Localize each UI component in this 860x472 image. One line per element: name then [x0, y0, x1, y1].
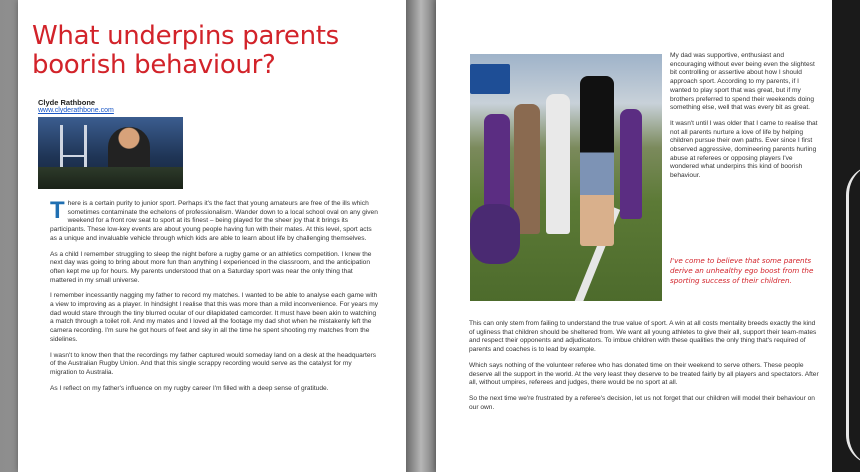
right-bottom-text	[469, 320, 821, 419]
body-paragraph: My dad was supportive, enthusiast and encouraging without ever being even the slightest bit controlling or assertive about how I should approach sport. According to my parents, if I wanted to play sport that was great, but if my brothers preferred to spend their weekends doing something else, well that was every bit as great.	[670, 52, 815, 112]
author-photo	[38, 117, 183, 189]
left-column-text	[50, 197, 380, 400]
player-figure	[620, 109, 642, 219]
article-title: What underpins parents boorish behaviour?	[32, 21, 339, 80]
page-curl-icon	[846, 165, 860, 465]
next-page-edge[interactable]	[832, 0, 860, 472]
body-paragraph: It wasn't until I was older that I came to realise that not all parents nurture a love of life by helping children pursue their own paths. Ever since I first observed aggressive, domineering parents hurling abuse at referees or opposing players I've wondered what underpins this kind of boorish behaviour.	[670, 119, 818, 180]
body-paragraph: As a child I remember struggling to sleep the night before a rugby game or an athletics competition. I knew the next day was going to bring about more fun than anything I experienced in the classroom, and the anticipation often kept me up for hours. My parents understood that on a Saturday sport was near the only thing that mattered in my small universe.	[50, 250, 372, 284]
pull-quote: I've come to believe that some parents derive an unhealthy ego boost from the sporting success of their children.	[670, 256, 814, 285]
body-paragraph: As I reflect on my father's influence on my rugby career I'm filled with a deep sense of gratitude.	[50, 384, 329, 392]
junior-sport-photo	[470, 54, 662, 301]
tent-shape	[470, 64, 510, 94]
body-paragraph: I wasn't to know then that the recordings my father captured would someday land on a desk at the headquarters of the Australian Rugby Union. And that this single scrappy recording would serve as the catalyst for my migration to Australia.	[50, 351, 377, 376]
field-ground	[38, 167, 183, 189]
seated-players	[470, 204, 520, 264]
page-gutter	[406, 0, 436, 472]
right-column-text	[670, 52, 820, 188]
body-paragraph: This can only stem from failing to understand the true value of sport. A win at all costs mentality breeds exactly the kind of ugliness that children should be sheltered from. We want all young athletes to give their all, support their team-mates and respect their opponents and adjudicators. To imbue children with these qualities the only thing that's required of parents and coaches is to lead by example.	[469, 320, 817, 354]
dropcap: T	[50, 197, 65, 224]
body-paragraph: There is a certain purity to junior sport. Perhaps it's the fact that young amateurs are free of the ills which sometimes contaminate the echelons of professionalism. Wander down to a local school oval on any given weekend for a front row seat to sport at its finest – being played for the sheer joy that it brings its participants. These low-key events are about young people having fun with their mates. At this level, sport acts as a unique and invaluable vehicle through which kids are able to learn about life by challenging themselves.	[50, 197, 378, 242]
parent-figure	[580, 76, 614, 246]
body-paragraph: Which says nothing of the volunteer referee who has donated time on their weekend to serve others. These people deserve all the support in the world. At the very least they deserve to be treated fairly by all players and spectators. After all, without umpires, referees and judges, there would be no sport at all.	[469, 361, 819, 387]
author-name: Clyde Rathbone	[38, 98, 96, 107]
author-website-link[interactable]: www.clyderathbone.com	[38, 107, 114, 114]
body-paragraph: So the next time we're frustrated by a referee's decision, let us not forget that our children will model their behaviour on our own.	[469, 394, 815, 411]
goalpost-crossbar	[60, 155, 87, 157]
body-paragraph: I remember incessantly nagging my father to record my matches. I wanted to be able to analyse each game with a view to improving as a player. In hindsight I realise that this was more than a mild inconvenience. For years my dad would stare through the tiny blurred ocular of our dilapidated camcorder. It must have been akin to watching a match through a toilet roll. And my mates and I loved all the footage my dad shot when he mistakenly left the camera recording. I'm sure he got hours of feet and sky in all the time he spent shooting my matches from the sidelines.	[50, 292, 379, 343]
spectator-figure	[546, 94, 570, 234]
